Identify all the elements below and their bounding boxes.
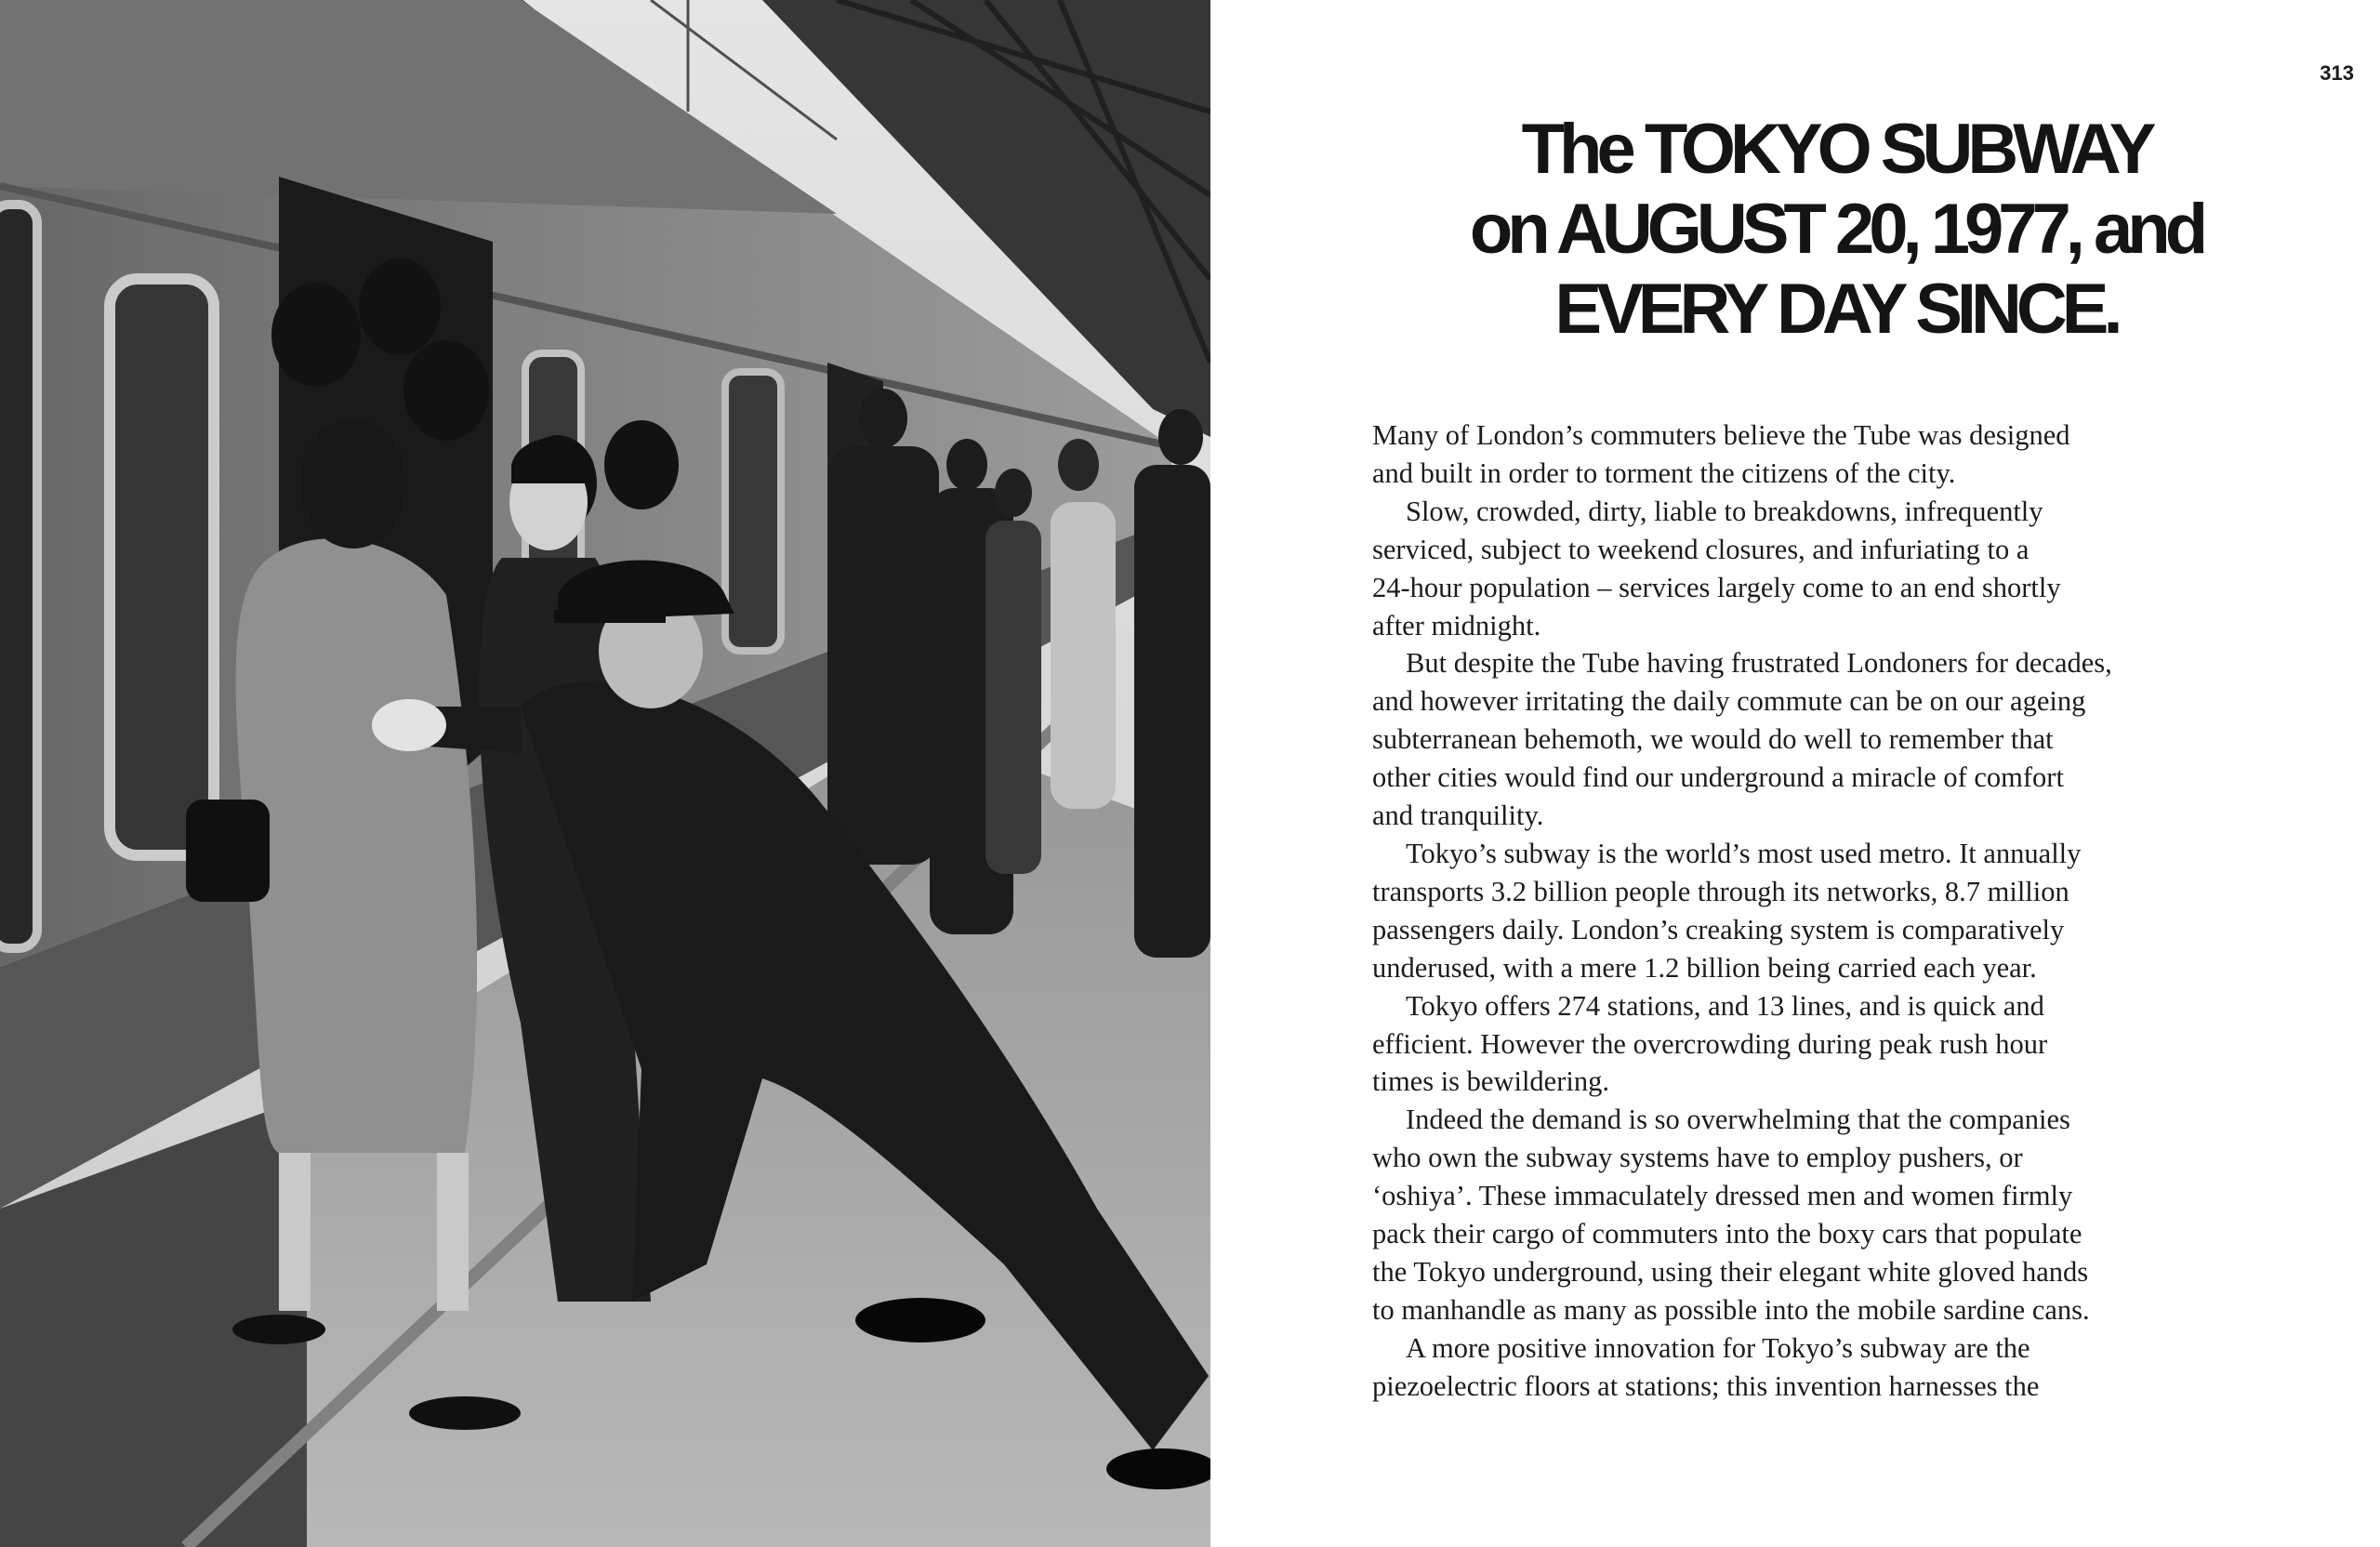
paragraph-6-line-1: Indeed the demand is so overwhelming that the companies <box>1406 1104 2070 1136</box>
paragraph-4-line-3: passengers daily. London’s creaking system is comparatively <box>1372 913 2065 945</box>
page-number: 313 <box>2320 61 2354 85</box>
paragraph-2-line-3: 24-hour population – services largely come to an end shortly <box>1372 571 2061 603</box>
paragraph-3-line-4: other cities would find our underground a miracle of comfort <box>1372 761 2064 794</box>
paragraph-2-line-4: after midnight. <box>1372 609 1541 641</box>
headline <box>1376 110 2296 350</box>
paragraph-6-line-6: to manhandle as many as possible into the mobile sardine cans. <box>1372 1293 2090 1326</box>
paragraph-3-line-5: and tranquility. <box>1372 800 1544 832</box>
paragraph-6-line-3: ‘oshiya’. These immaculately dressed men and women firmly <box>1372 1180 2073 1212</box>
paragraph-7-line-2: piezoelectric floors at stations; this invention harnesses the <box>1372 1369 2040 1402</box>
paragraph-3-line-2: and however irritating the daily commute can be on our ageing <box>1372 685 2086 718</box>
paragraph-4-line-1: Tokyo’s subway is the world’s most used metro. It annually <box>1406 837 2082 869</box>
paragraph-1-line-1: Many of London’s commuters believe the Tube was designed <box>1372 419 2070 451</box>
paragraph-7-line-1: A more positive innovation for Tokyo’s subway are the <box>1406 1331 2030 1364</box>
paragraph-3-line-3: subterranean behemoth, we would do well to remember that <box>1372 723 2054 756</box>
paragraph-2-line-1: Slow, crowded, dirty, liable to breakdowns, infrequently <box>1406 495 2043 527</box>
paragraph-3-line-1: But despite the Tube having frustrated Londoners for decades, <box>1406 647 2112 680</box>
headline-line-3: EVERY DAY SINCE. <box>1554 270 2118 349</box>
paragraph-6-line-5: the Tokyo underground, using their elegant white gloved hands <box>1372 1255 2089 1288</box>
headline-line-2: on AUGUST 20, 1977, and <box>1469 190 2203 269</box>
paragraph-4-line-2: transports 3.2 billion people through its networks, 8.7 million <box>1372 875 2069 907</box>
paragraph-5-line-3: times is bewildering. <box>1372 1065 1609 1098</box>
paragraph-6-line-4: pack their cargo of commuters into the boxy cars that populate <box>1372 1218 2082 1250</box>
paragraph-5-line-1: Tokyo offers 274 stations, and 13 lines, and is quick and <box>1406 989 2044 1022</box>
article-body <box>1372 416 2302 1406</box>
headline-line-1: The TOKYO SUBWAY <box>1521 110 2151 189</box>
paragraph-2-line-2: serviced, subject to weekend closures, and infuriating to a <box>1372 533 2030 565</box>
paragraph-1-line-2: and built in order to torment the citizens of the city. <box>1372 456 1956 489</box>
paragraph-4-line-4: underused, with a mere 1.2 billion being carried each year. <box>1372 951 2037 984</box>
paragraph-5-line-2: efficient. However the overcrowding during peak rush hour <box>1372 1027 2048 1060</box>
paragraph-6-line-2: who own the subway systems have to employ pushers, or <box>1372 1142 2023 1174</box>
